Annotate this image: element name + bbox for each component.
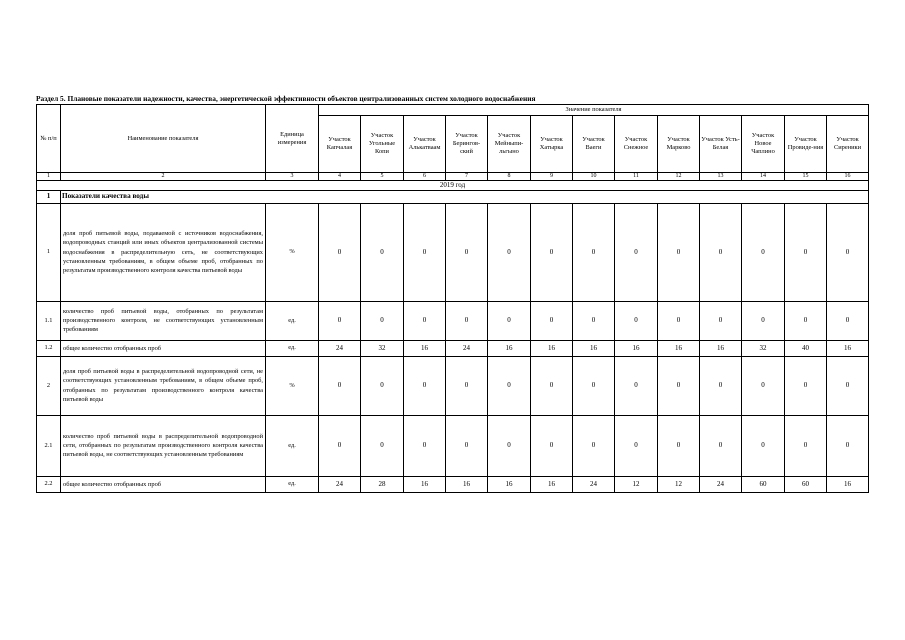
header-site: Участок Провиде-ния [785,116,827,173]
row-value: 0 [700,301,742,340]
header-values-group: Значение показателя [319,105,869,116]
row-num: 2.2 [37,476,61,492]
table-row [37,415,869,476]
column-number: 4 [319,173,361,181]
row-unit: ед. [266,301,319,340]
row-value: 60 [785,476,827,492]
row-unit: ед. [266,476,319,492]
row-value: 0 [531,356,573,415]
row-value: 0 [488,301,531,340]
row-value: 0 [488,356,531,415]
section-title: Раздел 5. Плановые показатели надежности, качества, энергетической эффективности объектов централизованных систем холодного водоснабжения [36,94,536,103]
header-name: Наименование показателя [61,105,266,173]
header-site: Участок Мейныпи-льгыно [488,116,531,173]
row-value: 0 [531,415,573,476]
row-value: 0 [404,301,446,340]
row-value: 0 [827,356,869,415]
row-name: доля проб питьевой воды в распределительной водопроводной сети, не соответствующих установленным требованиям, в общем объеме проб, отобранных по результатам производственного контроля качества питьевой воды [61,356,266,415]
row-unit: ед. [266,415,319,476]
header-site: Участок Сиреники [827,116,869,173]
row-num: 1.2 [37,340,61,356]
table-row [37,203,869,301]
row-value: 16 [404,340,446,356]
row-value: 0 [361,301,404,340]
row-unit: ед. [266,340,319,356]
header-site: Участок Хатырка [531,116,573,173]
row-value: 0 [404,415,446,476]
row-value: 0 [446,301,488,340]
row-value: 0 [827,301,869,340]
row-value: 0 [785,356,827,415]
row-value: 0 [827,415,869,476]
row-value: 0 [785,301,827,340]
row-value: 0 [404,356,446,415]
column-number: 2 [61,173,266,181]
header-unit: Единица измерения [266,105,319,173]
row-num: 2.1 [37,415,61,476]
header-site: Участок Снежное [615,116,658,173]
table-row [37,476,869,492]
row-value: 0 [700,415,742,476]
column-number: 3 [266,173,319,181]
row-value: 16 [700,340,742,356]
header-site: Участок Алькатваам [404,116,446,173]
header-site: Участок Марково [658,116,700,173]
row-value: 0 [573,301,615,340]
row-value: 0 [361,356,404,415]
row-value: 16 [658,340,700,356]
row-value: 0 [488,203,531,301]
column-number: 9 [531,173,573,181]
row-value: 0 [319,203,361,301]
header-num: № п/п [37,105,61,173]
row-value: 16 [827,340,869,356]
row-value: 0 [573,203,615,301]
row-value: 0 [361,415,404,476]
year-row: 2019 год [37,181,869,191]
header-site: Участок Ваеги [573,116,615,173]
column-number: 7 [446,173,488,181]
row-num: 1.1 [37,301,61,340]
row-value: 0 [615,301,658,340]
column-number: 6 [404,173,446,181]
row-value: 24 [319,476,361,492]
row-value: 0 [319,301,361,340]
column-number: 10 [573,173,615,181]
row-name: количество проб питьевой воды, отобранных по результатам производственного контроля, не соответствующих установленным требованиям [61,301,266,340]
row-value: 16 [615,340,658,356]
column-number: 1 [37,173,61,181]
column-number: 14 [742,173,785,181]
row-name: общее количество отобранных проб [61,340,266,356]
row-value: 0 [531,203,573,301]
row-unit: % [266,356,319,415]
header-site: Участок Берингов-ский [446,116,488,173]
row-value: 0 [446,415,488,476]
table-row [37,340,869,356]
row-unit: % [266,203,319,301]
row-value: 12 [615,476,658,492]
row-value: 0 [742,203,785,301]
row-name: доля проб питьевой воды, подаваемой с источников водоснабжения, водопроводных станций или иных объектов централизованной системы водоснабжения в распределительную сеть, не соответствующих установленным требованиям, в общем объеме проб, отобранных по результатам производственного контроля качества питьевой воды [61,203,266,301]
column-number: 8 [488,173,531,181]
section-name: Показатели качества воды [61,190,869,203]
header-site: Участок Новое Чаплино [742,116,785,173]
row-value: 0 [531,301,573,340]
row-value: 32 [742,340,785,356]
row-name: общее количество отобранных проб [61,476,266,492]
row-value: 0 [404,203,446,301]
row-value: 16 [488,476,531,492]
row-value: 0 [658,301,700,340]
row-value: 60 [742,476,785,492]
row-value: 0 [319,415,361,476]
row-value: 0 [573,356,615,415]
section-num: 1 [37,190,61,203]
row-value: 0 [742,301,785,340]
row-value: 0 [573,415,615,476]
row-value: 24 [319,340,361,356]
row-value: 0 [446,203,488,301]
row-value: 0 [319,356,361,415]
row-value: 0 [488,415,531,476]
row-value: 0 [700,203,742,301]
row-value: 24 [573,476,615,492]
row-value: 0 [658,415,700,476]
row-value: 0 [827,203,869,301]
row-value: 0 [658,203,700,301]
row-value: 0 [615,415,658,476]
row-value: 16 [827,476,869,492]
column-number: 16 [827,173,869,181]
header-site: Участок Капчалая [319,116,361,173]
row-value: 16 [446,476,488,492]
row-name: количество проб питьевой воды в распределительной водопроводной сети, отобранных по результатам производственного контроля качества питьевой воды, не соответствующих установленным требованиям [61,415,266,476]
row-value: 0 [742,356,785,415]
row-value: 16 [531,340,573,356]
row-value: 0 [742,415,785,476]
row-value: 0 [658,356,700,415]
row-value: 0 [361,203,404,301]
row-value: 0 [446,356,488,415]
column-number: 11 [615,173,658,181]
row-value: 40 [785,340,827,356]
row-value: 24 [700,476,742,492]
row-value: 24 [446,340,488,356]
header-site: Участок Усть-Белая [700,116,742,173]
row-value: 0 [785,203,827,301]
row-value: 0 [615,356,658,415]
column-number: 12 [658,173,700,181]
row-value: 0 [785,415,827,476]
indicators-table [36,104,869,493]
row-value: 12 [658,476,700,492]
row-value: 28 [361,476,404,492]
table-row [37,356,869,415]
row-value: 0 [615,203,658,301]
table-row [37,301,869,340]
column-number: 15 [785,173,827,181]
header-site: Участок Угольные Копи [361,116,404,173]
row-num: 2 [37,356,61,415]
column-number: 5 [361,173,404,181]
row-value: 16 [573,340,615,356]
row-value: 16 [488,340,531,356]
row-value: 16 [531,476,573,492]
column-number: 13 [700,173,742,181]
row-num: 1 [37,203,61,301]
row-value: 32 [361,340,404,356]
row-value: 16 [404,476,446,492]
row-value: 0 [700,356,742,415]
